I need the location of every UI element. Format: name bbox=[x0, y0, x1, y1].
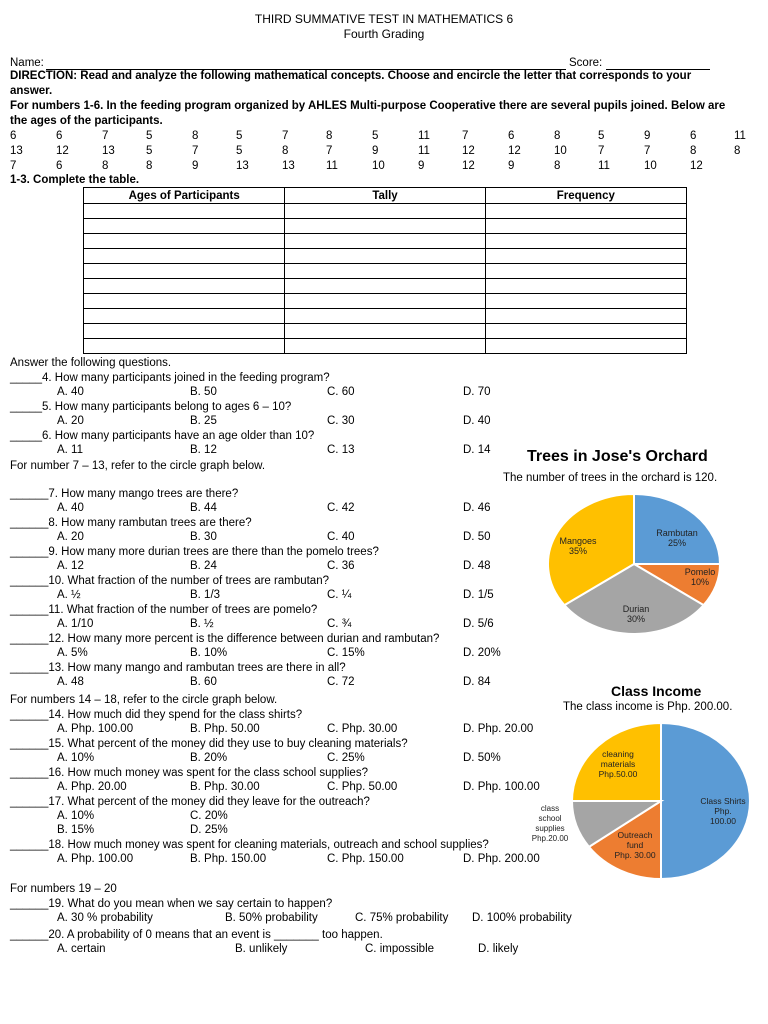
answer-option: D. likely bbox=[478, 943, 519, 955]
answer-option: C. 15% bbox=[327, 647, 365, 659]
test-title: THIRD SUMMATIVE TEST IN MATHEMATICS 6 bbox=[254, 12, 514, 26]
age-value: 10 bbox=[644, 160, 657, 172]
answer-option: A. 20 bbox=[57, 531, 84, 543]
pie-slice-label: class bbox=[540, 804, 560, 813]
table-cell bbox=[84, 249, 285, 264]
table-row bbox=[84, 324, 687, 339]
question-text: ______9. How many more durian trees are there than the pomelo trees? bbox=[10, 546, 379, 558]
answer-option: D. 20% bbox=[463, 647, 501, 659]
pie-slice-label: Class Shirts bbox=[700, 796, 746, 806]
answer-option: C. 72 bbox=[327, 676, 355, 688]
table-cell bbox=[285, 294, 485, 309]
section-7-13-intro: For number 7 – 13, refer to the circle graph below. bbox=[10, 460, 266, 472]
pie-slice-label: 10% bbox=[690, 577, 710, 587]
question-text: ______7. How many mango trees are there? bbox=[10, 488, 239, 500]
table-row bbox=[84, 219, 687, 234]
pie-slice-label: 30% bbox=[626, 614, 646, 624]
direction-line-2: answer. bbox=[10, 85, 53, 97]
answer-option: C. 25% bbox=[327, 752, 365, 764]
pie-slice-label: Php. 30.00 bbox=[614, 850, 656, 860]
question-text: ______12. How many more percent is the difference between durian and rambutan? bbox=[10, 633, 440, 645]
answer-option: B. 60 bbox=[190, 676, 217, 688]
answer-option: B. 15% bbox=[57, 824, 95, 836]
direction-line-1: DIRECTION: Read and analyze the following mathematical concepts. Choose and encircle the letter that corresponds to your bbox=[10, 70, 692, 82]
age-value: 7 bbox=[644, 145, 651, 157]
chart-2-title: Class Income bbox=[611, 683, 702, 699]
answer-option: C. 13 bbox=[327, 444, 355, 456]
table-cell bbox=[84, 279, 285, 294]
table-cell bbox=[485, 339, 686, 354]
age-value: 13 bbox=[282, 160, 295, 172]
answer-heading: Answer the following questions. bbox=[10, 357, 172, 369]
answer-option: A. Php. 100.00 bbox=[57, 723, 134, 735]
answer-option: B. 10% bbox=[190, 647, 228, 659]
pie-slice-label: Php.20.00 bbox=[531, 834, 569, 843]
table-cell bbox=[485, 279, 686, 294]
question-text: ______17. What percent of the money did they leave for the outreach? bbox=[10, 796, 370, 808]
class-income-pie-chart bbox=[500, 718, 768, 884]
answer-option: A. 5% bbox=[57, 647, 88, 659]
age-value: 11 bbox=[598, 160, 610, 172]
pie-slice-label: Mangoes bbox=[559, 536, 597, 546]
question-text: ______10. What fraction of the number of trees are rambutan? bbox=[10, 575, 329, 587]
table-cell bbox=[285, 249, 485, 264]
answer-option: B. 50% probability bbox=[225, 912, 318, 924]
answer-option: B. 24 bbox=[190, 560, 217, 572]
pie-slice-label: Durian bbox=[622, 604, 650, 614]
table-cell bbox=[285, 264, 485, 279]
answer-option: A. 10% bbox=[57, 752, 95, 764]
orchard-pie-chart bbox=[530, 490, 760, 640]
pie-slice-label: Pomelo bbox=[684, 567, 716, 577]
pie-slice-label: materials bbox=[600, 759, 636, 769]
answer-option: A. certain bbox=[57, 943, 106, 955]
answer-option: D. 48 bbox=[463, 560, 491, 572]
age-value: 7 bbox=[598, 145, 605, 157]
chart-2-subtitle: The class income is Php. 200.00. bbox=[563, 701, 733, 713]
age-value: 7 bbox=[326, 145, 333, 157]
question-text: ______15. What percent of the money did they use to buy cleaning materials? bbox=[10, 738, 408, 750]
age-value: 12 bbox=[462, 160, 475, 172]
answer-option: D. 84 bbox=[463, 676, 491, 688]
answer-option: D. 70 bbox=[463, 386, 491, 398]
age-value: 6 bbox=[56, 130, 63, 142]
answer-option: D. 100% probability bbox=[472, 912, 572, 924]
age-value: 5 bbox=[146, 130, 153, 142]
pie-slice-label: supplies bbox=[535, 824, 565, 833]
age-value: 11 bbox=[326, 160, 338, 172]
age-value: 13 bbox=[10, 145, 23, 157]
answer-option: A. 40 bbox=[57, 386, 84, 398]
age-value: 6 bbox=[56, 160, 63, 172]
pie-slice-label: Rambutan bbox=[656, 528, 698, 538]
answer-option: A. 30 % probability bbox=[57, 912, 153, 924]
age-value: 12 bbox=[462, 145, 475, 157]
pie-slice-label: 25% bbox=[667, 538, 687, 548]
question-text: ______8. How many rambutan trees are there? bbox=[10, 517, 252, 529]
answer-option: B. unlikely bbox=[235, 943, 288, 955]
age-value: 6 bbox=[508, 130, 515, 142]
age-value: 7 bbox=[462, 130, 469, 142]
age-value: 8 bbox=[102, 160, 109, 172]
answer-option: B. Php. 150.00 bbox=[190, 853, 267, 865]
table-cell bbox=[84, 204, 285, 219]
age-value: 8 bbox=[146, 160, 153, 172]
age-value: 10 bbox=[372, 160, 385, 172]
question-text: ______13. How many mango and rambutan trees are there in all? bbox=[10, 662, 346, 674]
age-value: 12 bbox=[508, 145, 521, 157]
answer-option: B. 1/3 bbox=[190, 589, 221, 601]
pie-slice-label: cleaning bbox=[602, 749, 634, 759]
question-text: _____5. How many participants belong to ages 6 – 10? bbox=[10, 401, 292, 413]
table-row bbox=[84, 279, 687, 294]
table-cell bbox=[84, 234, 285, 249]
pie-slice-label: Php.50.00 bbox=[598, 769, 638, 779]
answer-option: D. 50% bbox=[463, 752, 501, 764]
age-value: 7 bbox=[282, 130, 289, 142]
age-value: 8 bbox=[690, 145, 697, 157]
intro-line-2: the ages of the participants. bbox=[10, 115, 163, 127]
question-text: ______11. What fraction of the number of trees are pomelo? bbox=[10, 604, 318, 616]
answer-option: A. 20 bbox=[57, 415, 84, 427]
pie-slice-label: 35% bbox=[568, 546, 588, 556]
answer-option: C. Php. 30.00 bbox=[327, 723, 398, 735]
table-row bbox=[84, 204, 687, 219]
table-cell bbox=[285, 204, 485, 219]
age-value: 13 bbox=[102, 145, 115, 157]
answer-option: A. 1/10 bbox=[57, 618, 94, 630]
answer-option: A. Php. 100.00 bbox=[57, 853, 134, 865]
answer-option: D. 14 bbox=[463, 444, 491, 456]
table-row bbox=[84, 249, 687, 264]
score-label: Score: bbox=[569, 57, 603, 69]
table-cell bbox=[285, 234, 485, 249]
table-cell bbox=[485, 309, 686, 324]
age-value: 13 bbox=[236, 160, 249, 172]
column-header-ages: Ages of Participants bbox=[84, 188, 285, 204]
table-row bbox=[84, 309, 687, 324]
age-value: 5 bbox=[236, 145, 243, 157]
answer-option: D. 40 bbox=[463, 415, 491, 427]
table-row bbox=[84, 264, 687, 279]
age-value: 7 bbox=[102, 130, 109, 142]
age-value: 11 bbox=[734, 130, 746, 142]
answer-option: B. 20% bbox=[190, 752, 228, 764]
answer-option: B. Php. 50.00 bbox=[190, 723, 260, 735]
table-cell bbox=[485, 324, 686, 339]
question-text: _____6. How many participants have an age older than 10? bbox=[10, 430, 315, 442]
age-value: 9 bbox=[508, 160, 515, 172]
answer-option: D. Php. 100.00 bbox=[463, 781, 540, 793]
question-text: ______20. A probability of 0 means that an event is _______ too happen. bbox=[10, 929, 383, 941]
answer-option: B. 30 bbox=[190, 531, 217, 543]
answer-option: A. ½ bbox=[57, 589, 81, 601]
age-value: 9 bbox=[192, 160, 199, 172]
answer-option: A. 10% bbox=[57, 810, 95, 822]
pie-slice-label: 100.00 bbox=[710, 816, 736, 826]
answer-option: D. Php. 20.00 bbox=[463, 723, 534, 735]
age-value: 6 bbox=[690, 130, 697, 142]
age-value: 7 bbox=[10, 160, 17, 172]
age-value: 9 bbox=[418, 160, 425, 172]
table-cell bbox=[84, 294, 285, 309]
answer-option: C. ¾ bbox=[327, 618, 352, 630]
table-cell bbox=[285, 309, 485, 324]
question-text: ______18. How much money was spent for cleaning materials, outreach and school supplies? bbox=[10, 839, 489, 851]
table-cell bbox=[285, 279, 485, 294]
answer-option: C. 40 bbox=[327, 531, 355, 543]
section-14-18-intro: For numbers 14 – 18, refer to the circle graph below. bbox=[10, 694, 278, 706]
answer-option: A. 11 bbox=[57, 444, 83, 456]
answer-option: B. 25 bbox=[190, 415, 217, 427]
age-value: 9 bbox=[372, 145, 379, 157]
answer-option: C. ¼ bbox=[327, 589, 352, 601]
question-text: ______19. What do you mean when we say certain to happen? bbox=[10, 898, 333, 910]
answer-option: C. 30 bbox=[327, 415, 355, 427]
answer-option: C. Php. 50.00 bbox=[327, 781, 398, 793]
intro-line-1: For numbers 1-6. In the feeding program organized by AHLES Multi-purpose Cooperative there are several pupils joined. Below are bbox=[10, 100, 726, 112]
age-value: 8 bbox=[282, 145, 289, 157]
column-header-frequency: Frequency bbox=[485, 188, 686, 204]
answer-option: A. Php. 20.00 bbox=[57, 781, 127, 793]
age-value: 6 bbox=[10, 130, 17, 142]
table-cell bbox=[285, 324, 485, 339]
answer-option: A. 48 bbox=[57, 676, 84, 688]
answer-option: D. 5/6 bbox=[463, 618, 494, 630]
table-cell bbox=[84, 339, 285, 354]
answer-option: D. 50 bbox=[463, 531, 491, 543]
age-value: 11 bbox=[418, 145, 430, 157]
chart-1-title: Trees in Jose's Orchard bbox=[527, 448, 708, 465]
answer-option: D. 1/5 bbox=[463, 589, 494, 601]
age-value: 12 bbox=[690, 160, 703, 172]
answer-option: B. ½ bbox=[190, 618, 214, 630]
pie-slice-label: school bbox=[538, 814, 562, 823]
table-row bbox=[84, 294, 687, 309]
question-text: _____4. How many participants joined in the feeding program? bbox=[10, 372, 330, 384]
answer-option: C. 36 bbox=[327, 560, 355, 572]
column-header-tally: Tally bbox=[285, 188, 485, 204]
table-cell bbox=[485, 264, 686, 279]
age-value: 10 bbox=[554, 145, 567, 157]
answer-option: B. 50 bbox=[190, 386, 217, 398]
table-cell bbox=[485, 294, 686, 309]
answer-option: C. Php. 150.00 bbox=[327, 853, 404, 865]
chart-1-subtitle: The number of trees in the orchard is 120. bbox=[503, 472, 718, 484]
question-text: ______16. How much money was spent for the class school supplies? bbox=[10, 767, 368, 779]
answer-option: C. 20% bbox=[190, 810, 228, 822]
table-cell bbox=[285, 219, 485, 234]
answer-option: D. 25% bbox=[190, 824, 228, 836]
name-label: Name: bbox=[10, 57, 44, 69]
answer-option: B. Php. 30.00 bbox=[190, 781, 260, 793]
age-value: 11 bbox=[418, 130, 430, 142]
table-cell bbox=[84, 264, 285, 279]
table-cell bbox=[84, 219, 285, 234]
age-value: 12 bbox=[56, 145, 69, 157]
age-value: 5 bbox=[372, 130, 379, 142]
table-row bbox=[84, 234, 687, 249]
table-cell bbox=[84, 309, 285, 324]
pie-slice-label: Outreach bbox=[617, 830, 653, 840]
answer-option: A. 40 bbox=[57, 502, 84, 514]
question-text: ______14. How much did they spend for the class shirts? bbox=[10, 709, 303, 721]
table-cell bbox=[485, 234, 686, 249]
pie-slice-label: Php. bbox=[714, 806, 732, 816]
answer-option: B. 44 bbox=[190, 502, 217, 514]
answer-option: A. 12 bbox=[57, 560, 84, 572]
age-value: 5 bbox=[236, 130, 243, 142]
age-value: 7 bbox=[192, 145, 199, 157]
answer-option: C. 42 bbox=[327, 502, 355, 514]
frequency-table bbox=[83, 187, 687, 354]
age-value: 5 bbox=[146, 145, 153, 157]
age-value: 8 bbox=[554, 130, 561, 142]
answer-option: C. 75% probability bbox=[355, 912, 449, 924]
age-value: 8 bbox=[326, 130, 333, 142]
table-cell bbox=[485, 204, 686, 219]
pie-slice-label: fund bbox=[626, 840, 644, 850]
answer-option: B. 12 bbox=[190, 444, 217, 456]
table-row bbox=[84, 339, 687, 354]
table-cell bbox=[485, 249, 686, 264]
table-caption: 1-3. Complete the table. bbox=[10, 174, 140, 186]
test-subtitle: Fourth Grading bbox=[343, 27, 425, 41]
answer-option: C. 60 bbox=[327, 386, 355, 398]
age-value: 8 bbox=[734, 145, 741, 157]
answer-option: D. 46 bbox=[463, 502, 491, 514]
table-cell bbox=[84, 324, 285, 339]
table-cell bbox=[485, 219, 686, 234]
age-value: 9 bbox=[644, 130, 651, 142]
table-cell bbox=[285, 339, 485, 354]
answer-option: C. impossible bbox=[365, 943, 435, 955]
age-value: 8 bbox=[192, 130, 199, 142]
age-value: 5 bbox=[598, 130, 605, 142]
answer-option: D. Php. 200.00 bbox=[463, 853, 540, 865]
age-value: 8 bbox=[554, 160, 561, 172]
section-19-20-intro: For numbers 19 – 20 bbox=[10, 883, 117, 895]
